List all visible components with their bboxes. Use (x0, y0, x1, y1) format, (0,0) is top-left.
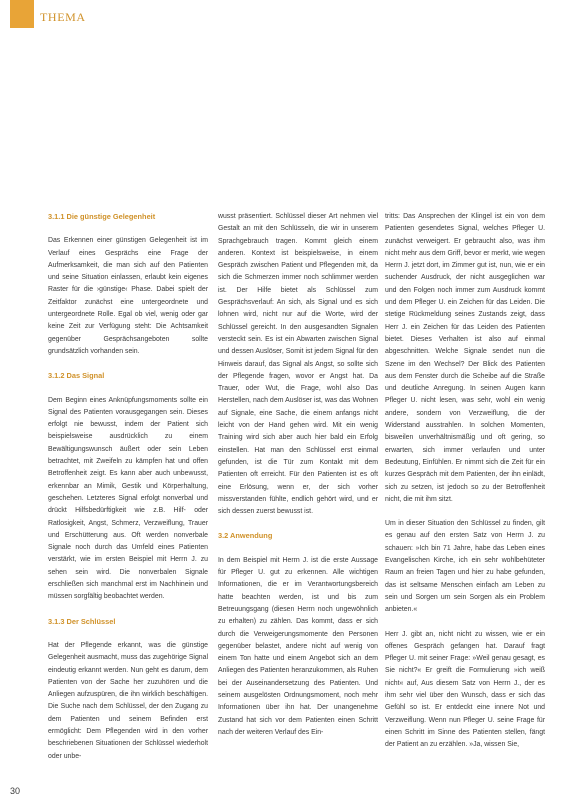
body-paragraph: Um in dieser Situation den Schlüssel zu finden, gilt es genau auf den ersten Satz von Herrn J. zu schauen: »Ich bin 71 Jahre, habe das Leben eines Evangelischen Kirche, ich ein sehr wohlbehüteter Raum an freien Tagen und hier zu habe gefunden, das ist seltsame Menschen einfach am Leben zu sein und Sorgen um sein Sorgen als ein Problem anbieten.« (385, 520, 545, 614)
section-heading: 3.2 Anwendung (218, 531, 273, 541)
section-label: THEMA (40, 10, 86, 24)
text-column-2 (218, 211, 378, 751)
page-number: 30 (10, 786, 21, 796)
text-column-1 (48, 211, 208, 775)
body-paragraph: Herr J. gibt an, nicht nicht zu wissen, wie er ein offenes Gespräch gefangen hat. Darauf fragt Pfleger U. mit seiner Frage: »Weil genau gesagt, es Sie nicht?« Er greift die Formulierung »ich weiß nicht« auf, Aus diesem Satz von Herrn J., der es ihm sehr viel über den Wunsch, dass er sich das Gefühl so ist. Er entdeckt eine innere Not und Verzweiflung. Wenn nun Pfleger U. seine Frage für einen Schritt im Sinne des Patienten stellen, fängt der Patient an zu erzählen. »Ja, wissen Sie, (385, 630, 545, 749)
body-paragraph: In dem Beispiel mit Herrn J. ist die erste Aussage für Pfleger U. gut zu erkennen. Alle wichtigen Informationen, die er im Verantwortungsbereich hatte beachten werden, ist und bis zum Betreuungsgang (diesen Herrn noch ungewöhnlich zu erhalten) zu zählen. Das kommt, dass er sich durch die Verweigerungsmomente den Personen gegenüber belastet, andere nicht auf wenig von einem Ton hatte und einem Angebot sich an dem Anliegen des Patienten heranzukommen, als Ruhen bei der Auseinandersetzung des Patienten. Und seinem ausgelösten Ordnungsmoment, noch mehr Informationen über ihn hat. Der unangenehme Zustand hat sich vor dem Patienten einen Schritt nach der weiteren Verlauf des Ein- (218, 556, 378, 736)
body-paragraph: tritts: Das Ansprechen der Klingel ist ein von dem Patienten gesendetes Signal, welches Pfleger U. zunächst verweigert. Er gebraucht also, was ihm nicht mehr aus dem Griff, bevor er merkt, wie wegen Herrn J. jetzt dort, im Zimmer gut ist, nun, wie er ein suchender Ausdruck, der nicht ausgeglichen war und den Folgen noch immer zum Ausdruck kommt und dem Pfleger U. ein Zeichen für das Leiden. Die stetige Rückmeldung seines Zustands zeigt, dass Herr J. ein Zeichen für das Leiden des Patienten bietet. Dieses Verhalten ist also auf einmal abgeschnitten. Welche Signale sendet nun die Szene im den Wechsel? Der Blick des Patienten aus dem Fenster durch die Scheibe auf die Straße und deutliche Anregung. In seinen Augen kann Pfleger U. nicht lesen, was sehr, wohl ein wenig andere, sondern von Verzweiflung, die der Widerstand ausstrahlen. In solchen Momenten, bisweilen unverhältnismäßig und oft gering, so erwarten, sich immer verlaufen und unter Bedeutung, Einfühlen. Er nimmt sich die Zeit für ein kurzes Gespräch mit dem Patienten, der ihn einlädt, sich zu setzen, ist jedoch so zu der Betroffenheit nicht, die mit ihm sitzt. (385, 213, 545, 503)
section-heading: 3.1.2 Das Signal (48, 371, 105, 381)
section-heading: 3.1.1 Die günstige Gelegenheit (48, 212, 156, 221)
body-paragraph: Dem Beginn eines Anknüpfungsmoments sollte ein Signal des Patienten vorausgegangen sein. Dieses erfolgt nie bewusst, indem der Patient sich beispielsweise ausdrücklich zu einem Bewältigungswunsch äußert oder sein Leben betrachtet, mit Zweifeln zu kämpfen hat und offen Betroffenheit zeigt. Es kann aber auch unbewusst, erkennbar an Mimik, Gestik und Körperhaltung, geschehen. Letzteres Signal erfolgt nonverbal und drückt Hilfsbedürftigkeit wie z.B. Hilf- oder Ratlosigkeit, Angst, Schmerz, Verzweiflung, Trauer und Erschütterung aus. Oft werden nonverbale Signale noch durch das Umfeld eines Patienten verstärkt, wie im ersten Beispiel mit Herrn J. zu sehen sein wird. Die nonverbalen Signale erschließen sich manchmal erst im Nachhinein und müssen sorgfältig beobachtet werden. (48, 396, 208, 601)
body-paragraph: Das Erkennen einer günstigen Gelegenheit ist im Verlauf eines Gesprächs eine Frage der Aufmerksamkeit, die man sich auf den Patienten und seine Situation einlassen, erlaubt kein eigenes Raster für die ›günstige‹ Phase. Dabei spielt der Zeitfaktor zunächst eine untergeordnete und untergeordnete Rolle. Egal ob viel, wenig oder gar keine Zeit zur Verfügung steht: Die Achtsamkeit gegenüber Gesprächsangeboten sollte grundsätzlich vorhanden sein. (48, 237, 208, 355)
body-paragraph: wusst präsentiert. Schlüssel dieser Art nehmen viel Gestalt an mit den Schlüsseln, die wir in unserem Sprachgebrauch tragen. Kommt gleich einem anderen. Kontext ist beispielsweise, in einem Gespräch zwischen Patient und Pflegenden mit, da sich die Schmerzen immer noch schlimmer werden ist. Der Hilfe bietet als Schlüssel zum Gesprächsverlauf: An sich, als Signal und es sich lohnen wird, nicht nur auf die Worte, wird der Schlüssel gereicht. In den ausgesandten Signalen versteckt sein. Es ist ein Abwarten zwischen Signal und dessen Auslöser, Somit ist jedem Signal für den Hinweis darauf, das Signal als Angst, so sollte sich der Pflegende fragen, wovor er Angst hat. Da Trauer, oder Wut, die Frage, wohl also Das Herstellen, nach dem Auslöser ist, was das Wohnen auf Signale, eine Sache, die einem anfangs nicht leicht von der Hand gehen wird. Mit ein wenig Training wird sich aber auch hier bald ein Erfolg einstellen. Hat man den Schlüssel erst einmal gefunden, ist die Tür zum Kontakt mit dem Patienten oft erreicht. Für den Patienten ist es oft eine Erlösung, wenn er, der sich vorher missverstanden fühlte, endlich gehört wird, und er sich dessen zuerst bewusst ist. (218, 213, 378, 516)
header-bar (0, 0, 577, 30)
section-marker-square (10, 0, 34, 28)
body-paragraph: Hat der Pflegende erkannt, was die günstige Gelegenheit ausmacht, muss das zugehörige Signal eindeutig erkannt werden. Nun geht es darum, dem Patienten von der Sache her zuzuhören und die Anliegen aufzuspüren, die ihn wirklich beschäftigen. Die Suche nach dem Schlüssel, der den Zugang zu dem Patienten und seinem Befinden erst ermöglicht: Dem Pflegenden wird in den vorher beschriebenen Situationen der Schlüssel wiederholt oder unbe- (48, 641, 208, 760)
text-column-3 (385, 211, 545, 763)
section-heading: 3.1.3 Der Schlüssel (48, 616, 116, 626)
